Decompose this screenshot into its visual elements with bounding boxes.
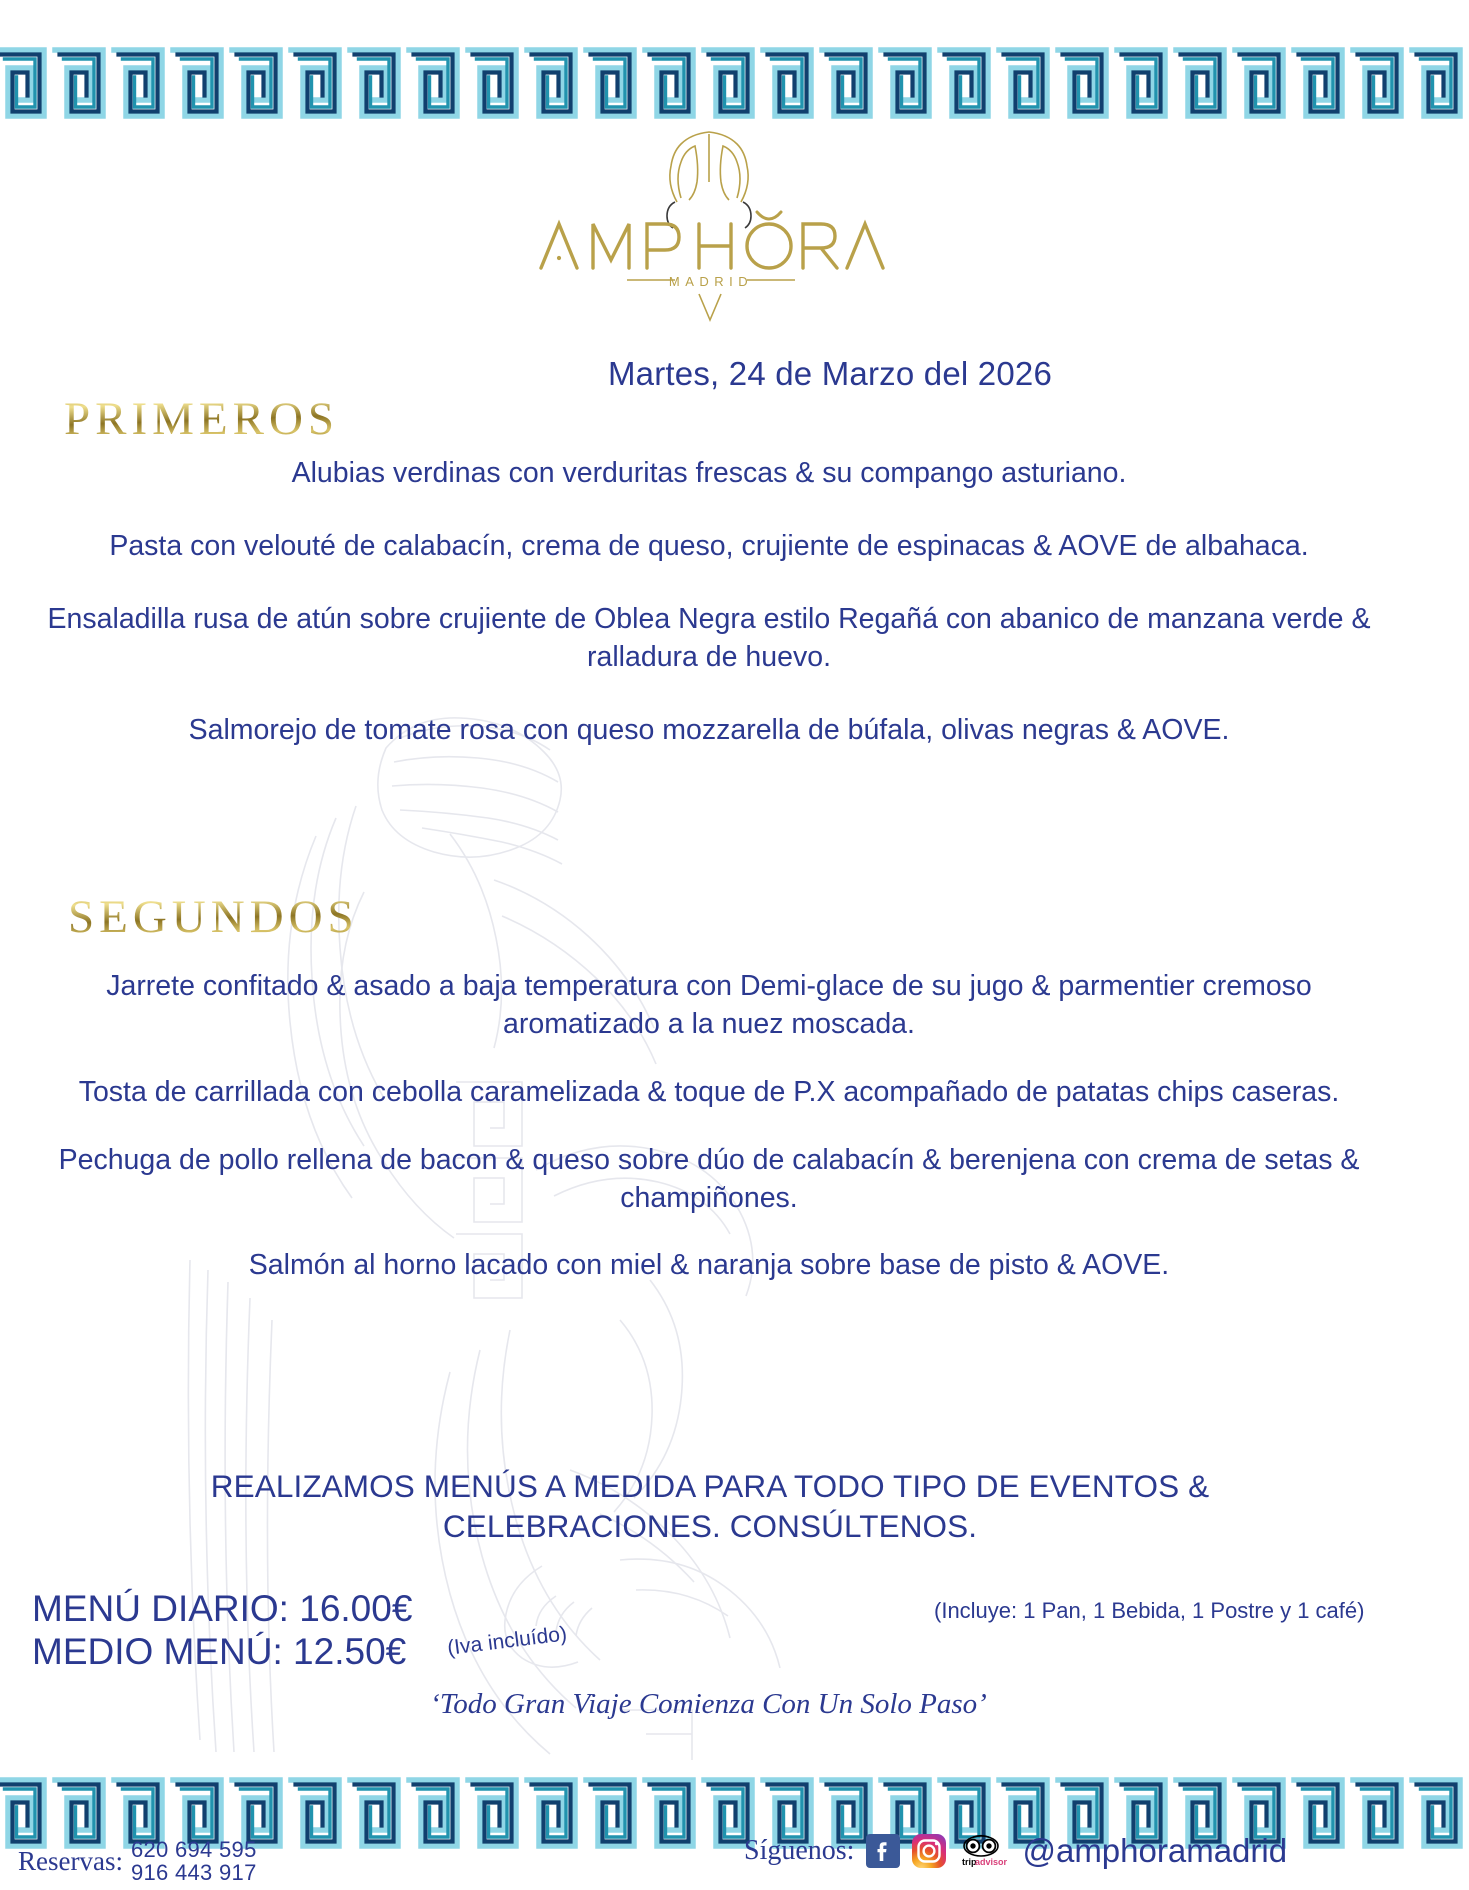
- iva-note: (Iva incluído): [446, 1622, 569, 1660]
- reservations-block: [18, 1838, 257, 1885]
- greek-key-unit: [584, 38, 643, 126]
- greek-key-unit: [1115, 38, 1174, 126]
- dish-item: Pechuga de pollo rellena de bacon & queso sobre dúo de calabacín & berenjena con crema de setas & champiñones.: [58, 1143, 1360, 1214]
- greek-key-unit: [702, 38, 761, 126]
- dish-item: Tosta de carrillada con cebolla caramelizada & toque de P.X acompañado de patatas chips caseras.: [78, 1075, 1340, 1108]
- greek-key-unit: [1174, 38, 1233, 126]
- svg-text:trip: trip: [962, 1857, 977, 1867]
- greek-key-unit: [466, 38, 525, 126]
- greek-key-unit: [289, 1768, 348, 1856]
- greek-key-unit: [1292, 1768, 1351, 1856]
- section-heading-segundos: SEGUNDOS: [68, 891, 359, 943]
- dish-list-segundos: [24, 968, 1394, 1315]
- greek-key-unit: [1351, 1768, 1410, 1856]
- tagline: ‘Todo Gran Viaje Comienza Con Un Solo Paso’: [430, 1688, 987, 1720]
- greek-key-unit: [879, 38, 938, 126]
- greek-key-unit: [1410, 38, 1469, 126]
- instagram-icon[interactable]: [912, 1834, 946, 1868]
- greek-key-unit: [1056, 38, 1115, 126]
- greek-key-unit: [289, 38, 348, 126]
- greek-key-unit: [1410, 1768, 1469, 1856]
- logo-subtitle: MADRID: [668, 274, 753, 289]
- greek-key-unit: [643, 1768, 702, 1856]
- greek-key-unit: [230, 38, 289, 126]
- greek-key-border-top: [0, 38, 1417, 126]
- dish-list-primeros: [24, 455, 1394, 784]
- greek-key-unit: [407, 1768, 466, 1856]
- greek-key-unit: [1292, 38, 1351, 126]
- greek-key-unit: [53, 38, 112, 126]
- greek-key-unit: [112, 38, 171, 126]
- greek-key-unit: [938, 38, 997, 126]
- phone-list: [131, 1838, 257, 1885]
- half-menu-price: MEDIO MENÚ: 12.50€: [32, 1630, 407, 1672]
- events-note: REALIZAMOS MENÚS A MEDIDA PARA TODO TIPO DE EVENTOS & CELEBRACIONES. CONSÚLTENOS.: [210, 1468, 1210, 1545]
- svg-text:advisor: advisor: [975, 1857, 1008, 1867]
- includes-note: (Incluye: 1 Pan, 1 Bebida, 1 Postre y 1 café): [934, 1598, 1365, 1623]
- social-handle[interactable]: @amphoramadrid: [1022, 1832, 1288, 1869]
- greek-key-unit: [761, 38, 820, 126]
- social-block: [744, 1832, 1287, 1870]
- greek-key-unit: [643, 38, 702, 126]
- greek-key-unit: [525, 1768, 584, 1856]
- dish-item: Pasta con velouté de calabacín, crema de queso, crujiente de espinacas & AOVE de albahaca.: [109, 529, 1309, 562]
- follow-label: Síguenos:: [744, 1835, 855, 1866]
- phone-number[interactable]: 620 694 595: [130, 1837, 257, 1862]
- phone-number[interactable]: 916 443 917: [130, 1860, 257, 1886]
- menu-date: Martes, 24 de Marzo del 2026: [607, 355, 1052, 392]
- daily-menu-price: MENÚ DIARIO: 16.00€: [32, 1588, 413, 1629]
- amphora-logo-mark: [529, 128, 889, 289]
- greek-key-unit: [525, 38, 584, 126]
- facebook-icon[interactable]: [866, 1834, 900, 1868]
- greek-key-unit: [584, 1768, 643, 1856]
- dish-item: Jarrete confitado & asado a baja temperatura con Demi-glace de su jugo & parmentier cremoso aromatizado a la nuez moscada.: [106, 970, 1312, 1040]
- reservations-label: Reservas:: [18, 1845, 123, 1876]
- tripadvisor-icon[interactable]: [958, 1834, 1008, 1868]
- greek-key-unit: [1233, 38, 1292, 126]
- greek-key-unit: [466, 1768, 525, 1856]
- greek-key-unit: [820, 38, 879, 126]
- greek-key-unit: [171, 38, 230, 126]
- greek-key-unit: [348, 1768, 407, 1856]
- dish-item: Alubias verdinas con verduritas frescas & su compango asturiano.: [291, 457, 1127, 489]
- greek-key-unit: [1351, 38, 1410, 126]
- dish-item: Salmón al horno lacado con miel & naranja sobre base de pisto & AOVE.: [248, 1249, 1170, 1282]
- greek-key-unit: [348, 38, 407, 126]
- greek-key-unit: [407, 38, 466, 126]
- brand-logo: [0, 128, 1417, 289]
- dish-item: Salmorejo de tomate rosa con queso mozzarella de búfala, olivas negras & AOVE.: [188, 713, 1230, 746]
- dish-item: Ensaladilla rusa de atún sobre crujiente de Oblea Negra estilo Regañá con abanico de manzana verde & ralladura de huevo.: [47, 602, 1371, 673]
- section-heading-primeros: PRIMEROS: [64, 393, 340, 445]
- greek-key-unit: [0, 38, 53, 126]
- greek-key-unit: [997, 38, 1056, 126]
